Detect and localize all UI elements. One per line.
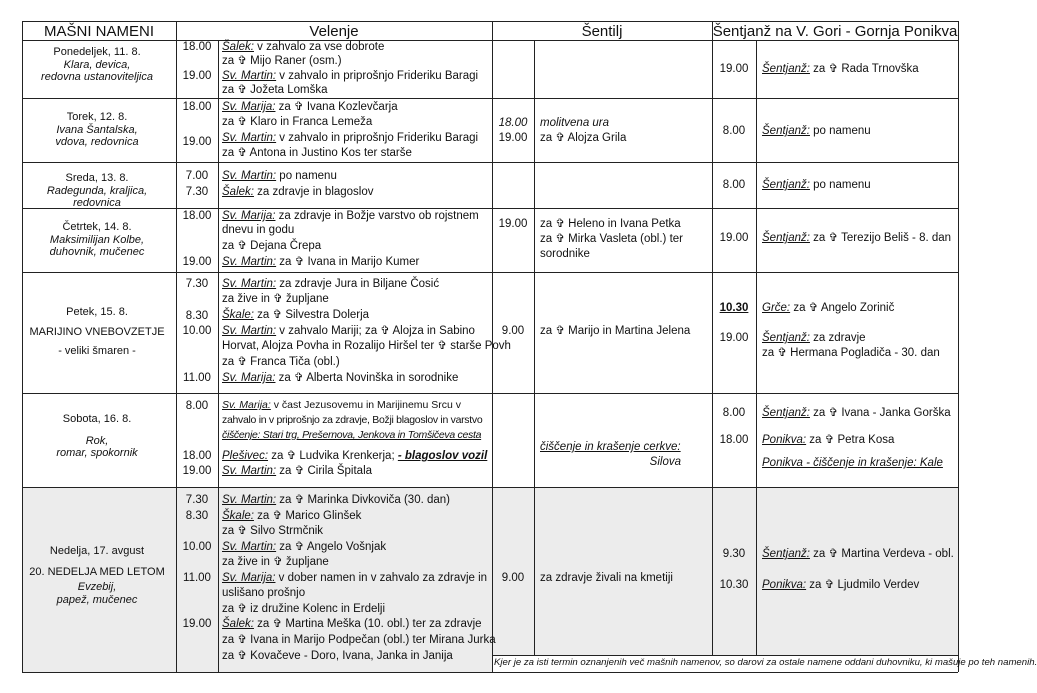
sentilj-entry: čiščenje in krašenje cerkve:	[540, 441, 681, 453]
velenje-entry: uslišano prošnjo	[222, 587, 306, 599]
velenje-entry: Sv. Martin: v zahvalo in priprošnjo Frideriku Baragi	[222, 132, 479, 144]
velenje-entry: Plešivec: za ✞ Ludvika Krenkerja; - blagoslov vozil	[222, 450, 488, 462]
velenje-entry: za ✞ Klaro in Franca Lemeža	[222, 116, 373, 128]
sentjanz-time: 19.00	[719, 332, 749, 344]
header-velenje: Velenje	[309, 23, 359, 40]
day-thursday	[22, 221, 172, 259]
saint-name: Ivana Šantalska,	[56, 123, 138, 136]
feast-sub: - veliki šmaren -	[58, 345, 136, 357]
sentilj-entry: za ✞ Mirka Vasleta (obl.) ter	[540, 233, 683, 245]
velenje-entry: Škale: za ✞ Marico Glinšek	[222, 510, 362, 522]
velenje-entry: za ✞ Kovačeve - Doro, Ivana, Janka in Janija	[222, 650, 453, 662]
sentilj-entry: za ✞ Alojza Grila	[540, 132, 627, 144]
velenje-time: 19.00	[182, 136, 212, 148]
sentjanz-entry: Šentjanž: za zdravje	[762, 332, 866, 344]
day-tuesday	[22, 111, 172, 149]
velenje-time: 7.30	[185, 186, 209, 198]
saint-name: Rok,	[85, 434, 109, 447]
saint-desc: redovna ustanoviteljica	[41, 71, 153, 83]
velenje-entry: za ✞ Ivana in Marijo Podpečan (obl.) ter Mirana Jurka	[222, 634, 496, 646]
sentilj-entry: Silova	[649, 456, 681, 468]
velenje-entry: za ✞ iz družine Kolenc in Erdelji	[222, 603, 386, 615]
velenje-time: 10.00	[182, 541, 212, 553]
velenje-time: 19.00	[182, 256, 212, 268]
velenje-entry: Sv. Marija: za ✞ Ivana Kozlevčarja	[222, 101, 398, 113]
sentjanz-time: 8.00	[722, 179, 746, 191]
velenje-time: 11.00	[183, 572, 211, 584]
sentilj-time: 18.00	[498, 117, 528, 129]
day-wednesday	[22, 172, 172, 210]
header-sentjanz: Šentjanž na V. Gori - Gornja Ponikva	[712, 23, 958, 40]
day-date: Četrtek, 14. 8.	[62, 221, 132, 233]
velenje-entry: za ✞ Jožeta Lomška	[222, 84, 328, 96]
velenje-entry: Sv. Martin: za zdravje Jura in Biljane Čosić	[222, 278, 440, 290]
velenje-entry: Sv. Marija: za ✞ Alberta Novinška in sorodnike	[222, 372, 459, 384]
header-masni-nameni: MAŠNI NAMENI	[43, 23, 154, 40]
sentjanz-entry: Šentjanž: po namenu	[762, 179, 871, 191]
sentjanz-entry: Šentjanž: po namenu	[762, 125, 871, 137]
saint-name: Evzebij,	[77, 581, 117, 593]
velenje-time: 8.00	[185, 400, 209, 412]
velenje-entry: Sv. Martin: v zahvalo Mariji; za ✞ Alojza in Sabino	[222, 325, 475, 337]
sentjanz-time: 18.00	[719, 434, 749, 446]
day-monday	[22, 46, 172, 84]
rule-footnote	[492, 655, 958, 656]
velenje-time: 7.00	[185, 170, 209, 182]
sentjanz-time: 10.30	[719, 579, 749, 591]
velenje-entry: za ✞ Antona in Justino Kos ter starše	[222, 147, 412, 159]
velenje-entry: za ✞ Mijo Raner (osm.)	[222, 55, 342, 67]
header-sentilj: Šentilj	[581, 23, 623, 40]
sunday-row-shade-right	[492, 487, 958, 655]
saint-desc: duhovnik, mučenec	[49, 246, 145, 258]
rule-row4	[22, 272, 958, 273]
sentjanz-entry: Ponikva: za ✞ Ljudmilo Verdev	[762, 579, 920, 591]
velenje-entry: Horvat, Alojza Povha in Rozalijo Hiršel ter ✞ starše Povh	[222, 340, 511, 352]
velenje-time: 18.00	[182, 450, 212, 462]
velenje-entry: za ✞ Franca Tiča (obl.)	[222, 356, 340, 368]
day-date: Ponedeljek, 11. 8.	[53, 46, 141, 58]
velenje-entry: Sv. Martin: za ✞ Ivana in Marijo Kumer	[222, 256, 420, 268]
sentjanz-entry: Šentjanž: za ✞ Rada Trnovška	[762, 63, 919, 75]
velenje-entry: za ✞ Silvo Strmčnik	[222, 525, 324, 537]
sentjanz-time: 8.00	[722, 407, 746, 419]
velenje-time: 19.00	[182, 465, 212, 477]
saint-name: Radegunda, kraljica, redovnica	[46, 184, 148, 209]
sentilj-entry: molitvena ura	[540, 117, 610, 129]
rule-row5	[22, 393, 958, 394]
sentjanz-entry: Grče: za ✞ Angelo Zorinič	[762, 302, 895, 314]
sentjanz-time: 19.00	[719, 63, 749, 75]
sentjanz-time: 9.30	[722, 548, 746, 560]
rule-row2	[22, 162, 958, 163]
velenje-entry: Šalek: za zdravje in blagoslov	[222, 186, 374, 198]
sentilj-time: 19.00	[498, 132, 528, 144]
sentjanz-time: 8.00	[722, 125, 746, 137]
sentilj-entry: za zdravje živali na kmetiji	[540, 572, 673, 584]
day-date: Sreda, 13. 8.	[65, 172, 129, 184]
day-date: Nedelja, 17. avgust	[49, 545, 145, 557]
saint-name: Klara, devica,	[63, 58, 131, 71]
velenje-time: 8.30	[185, 510, 209, 522]
rule-bottom	[22, 672, 958, 673]
velenje-entry: Sv. Martin: v zahvalo in priprošnjo Frideriku Baragi	[222, 70, 479, 82]
sentjanz-entry: Šentjanž: za ✞ Ivana - Janka Gorška	[762, 407, 951, 419]
velenje-entry: Sv. Martin: po namenu	[222, 170, 337, 182]
sentilj-entry: sorodnike	[540, 248, 590, 260]
velenje-time: 10.00	[182, 325, 212, 337]
sentjanz-entry: za ✞ Hermana Pogladiča - 30. dan	[762, 347, 940, 359]
velenje-entry: Šalek: za ✞ Martina Meška (10. obl.) ter za zdravje	[222, 618, 482, 630]
saint-desc: vdova, redovnica	[55, 136, 139, 148]
day-date: Petek, 15. 8.	[66, 306, 128, 318]
velenje-entry: čiščenje: Stari trg, Prešernova, Jenkova in Tomšičeva cesta	[222, 429, 482, 441]
rule-time3	[756, 40, 757, 655]
velenje-time: 18.00	[182, 101, 212, 113]
day-saturday	[22, 413, 172, 460]
velenje-time: 7.30	[185, 278, 209, 290]
velenje-entry: Sv. Martin: za ✞ Cirila Špitala	[222, 465, 373, 477]
velenje-time: 7.30	[185, 494, 209, 506]
velenje-entry: Škale: za ✞ Silvestra Dolerja	[222, 309, 370, 321]
velenje-entry: zahvalo in v priprošnjo za zdravje, Božji blagoslov in varstvo	[222, 414, 483, 426]
velenje-entry: Sv. Marija: v dober namen in v zahvalo za zdravje in	[222, 572, 488, 584]
rule-time1	[218, 40, 219, 672]
feast-name: MARIJINO VNEBOVZETJE	[29, 325, 165, 338]
velenje-entry: Sv. Martin: za ✞ Angelo Vošnjak	[222, 541, 387, 553]
sentilj-entry: za ✞ Marijo in Martina Jelena	[540, 325, 691, 337]
sentjanz-time: 10.30	[719, 302, 749, 314]
sentjanz-entry: Šentjanž: za ✞ Terezijo Beliš - 8. dan	[762, 232, 952, 244]
day-sunday	[22, 545, 172, 606]
day-date: Torek, 12. 8.	[66, 111, 128, 123]
velenje-entry: Sv. Marija: v čast Jezusovemu in Marijinemu Srcu v	[222, 399, 462, 411]
velenje-entry: za žive in ✞ župljane	[222, 293, 329, 305]
velenje-time: 11.00	[183, 372, 211, 384]
velenje-entry: Šalek: v zahvalo za vse dobrote	[222, 41, 385, 53]
sentjanz-entry: Ponikva - čiščenje in krašenje: Kale	[762, 457, 943, 469]
saint-desc: romar, spokornik	[56, 447, 138, 459]
sentilj-entry: za ✞ Heleno in Ivana Petka	[540, 218, 681, 230]
velenje-time: 8.30	[185, 310, 209, 322]
velenje-time: 19.00	[182, 70, 212, 82]
velenje-entry: dnevu in godu	[222, 224, 295, 236]
sentilj-time: 9.00	[501, 572, 525, 584]
velenje-entry: Sv. Marija: za zdravje in Božje varstvo ob rojstnem	[222, 210, 479, 222]
saint-desc: papež, mučenec	[56, 593, 138, 606]
day-date: Sobota, 16. 8.	[62, 413, 132, 425]
rule-right	[958, 21, 959, 672]
footnote: Kjer je za isti termin oznanjenih več mašnih namenov, so darovi za ostale namene oddani duhovniku, ki mašuje po teh namenih.	[494, 657, 1037, 668]
velenje-entry: za žive in ✞ župljane	[222, 556, 329, 568]
saint-name: Maksimilijan Kolbe,	[49, 233, 145, 246]
sentjanz-entry: Šentjanž: za ✞ Martina Verdeva - obl.	[762, 548, 954, 560]
velenje-time: 18.00	[182, 41, 212, 53]
sunday-title: 20. NEDELJA MED LETOM	[29, 565, 165, 578]
rule-time2	[534, 40, 535, 655]
sentjanz-entry: Ponikva: za ✞ Petra Kosa	[762, 434, 895, 446]
sentilj-time: 9.00	[501, 325, 525, 337]
velenje-time: 18.00	[182, 210, 212, 222]
sentilj-time: 19.00	[498, 218, 528, 230]
velenje-time: 19.00	[182, 618, 212, 630]
day-friday	[22, 306, 172, 358]
rule-row6	[22, 487, 958, 488]
velenje-entry: za ✞ Dejana Črepa	[222, 240, 322, 252]
rule-row1	[22, 98, 958, 99]
velenje-entry: Sv. Martin: za ✞ Marinka Divkoviča (30. dan)	[222, 494, 451, 506]
sentjanz-time: 19.00	[719, 232, 749, 244]
